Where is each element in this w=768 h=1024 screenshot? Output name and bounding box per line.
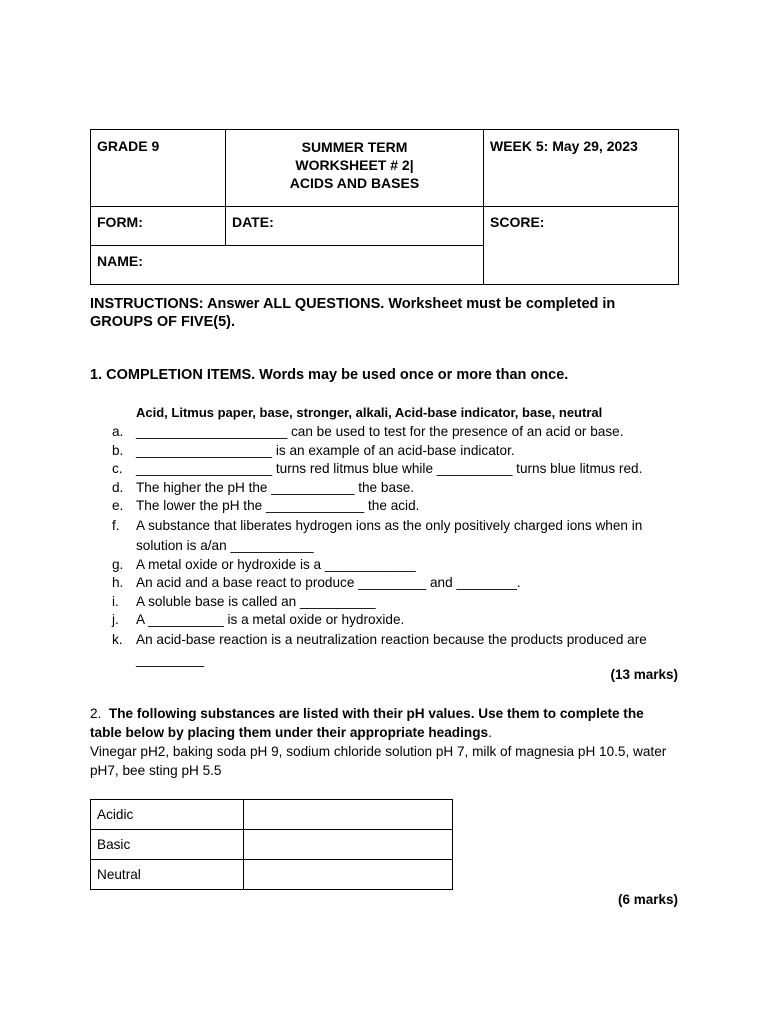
completion-items <box>90 423 680 670</box>
q2-marks: (6 marks) <box>617 892 678 907</box>
item-letter: d. <box>112 479 124 495</box>
name-label: NAME: <box>97 253 143 269</box>
item-text: A soluble base is called an __________ <box>136 593 376 609</box>
header-table <box>90 129 679 285</box>
word-bank: Acid, Litmus paper, base, stronger, alkali, Acid-base indicator, base, neutral <box>136 405 603 420</box>
item-text: An acid and a base react to produce _________ and ________. <box>136 575 521 590</box>
list-item <box>90 593 680 612</box>
item-text: The higher the pH the ___________ the base. <box>136 479 415 495</box>
score-cell[interactable] <box>484 207 679 285</box>
list-item <box>90 516 680 556</box>
item-text: __________________ turns red litmus blue while __________ turns blue litmus red. <box>136 461 643 476</box>
list-item <box>90 497 680 516</box>
list-item <box>90 574 680 593</box>
acidic-answer-cell[interactable] <box>244 800 453 830</box>
acidic-label: Acidic <box>91 800 244 830</box>
form-cell[interactable] <box>91 207 226 246</box>
list-item <box>90 556 680 575</box>
q2-prompt: The following substances are listed with their pH values. Use them to complete the table below by placing them under their appropriate headings <box>90 706 644 740</box>
item-text: A substance that liberates hydrogen ions as the only positively charged ions when in solution is a/an ___________ <box>136 517 643 553</box>
item-letter: h. <box>112 575 124 590</box>
item-text: __________________ is an example of an acid-base indicator. <box>136 442 515 458</box>
date-label: DATE: <box>232 214 274 230</box>
title-cell <box>226 130 484 207</box>
name-cell[interactable] <box>91 246 484 285</box>
item-letter: i. <box>112 593 119 609</box>
date-cell[interactable] <box>226 207 484 246</box>
table-row <box>91 800 453 830</box>
list-item <box>90 630 680 670</box>
q2-number: 2. <box>90 706 102 721</box>
item-letter: c. <box>112 461 123 476</box>
score-label: SCORE: <box>490 214 545 230</box>
q1-marks: (13 marks) <box>610 667 678 682</box>
list-item <box>90 442 680 461</box>
basic-label: Basic <box>91 830 244 860</box>
list-item <box>90 423 680 442</box>
instructions: INSTRUCTIONS: Answer ALL QUESTIONS. Worksheet must be completed in GROUPS OF FIVE(5). <box>90 296 616 330</box>
neutral-answer-cell[interactable] <box>244 860 453 890</box>
item-letter: a. <box>112 424 124 439</box>
table-row <box>91 830 453 860</box>
item-text: ____________________ can be used to test for the presence of an acid or base. <box>136 424 624 439</box>
item-text: A __________ is a metal oxide or hydroxide. <box>136 612 405 627</box>
week-label: WEEK 5: May 29, 2023 <box>490 138 638 154</box>
item-text: The lower the pH the _____________ the acid. <box>136 498 420 513</box>
topic-label: ACIDS AND BASES <box>289 175 420 191</box>
ph-table <box>90 799 453 890</box>
list-item <box>90 479 680 498</box>
list-item <box>90 611 680 630</box>
neutral-label: Neutral <box>91 860 244 890</box>
worksheet-label: WORKSHEET # 2| <box>295 157 414 173</box>
item-text: An acid-base reaction is a neutralization reaction because the products produced are _________ <box>136 631 647 667</box>
q2-block <box>90 704 670 780</box>
q1-title: 1. COMPLETION ITEMS. Words may be used once or more than once. <box>90 367 569 383</box>
item-letter: b. <box>112 442 124 458</box>
item-letter: f. <box>112 517 120 533</box>
q2-prompt-end: . <box>488 725 492 740</box>
term-label: SUMMER TERM <box>301 139 408 155</box>
item-letter: j. <box>112 612 119 627</box>
item-text: A metal oxide or hydroxide is a ____________ <box>136 556 416 572</box>
form-label: FORM: <box>97 214 143 230</box>
grade-cell <box>91 130 226 207</box>
week-cell <box>484 130 679 207</box>
grade-label: GRADE 9 <box>97 138 160 154</box>
item-letter: e. <box>112 498 124 513</box>
item-letter: g. <box>112 556 124 572</box>
item-letter: k. <box>112 631 123 647</box>
table-row <box>91 860 453 890</box>
q2-substances: Vinegar pH2, baking soda pH 9, sodium chloride solution pH 7, milk of magnesia pH 10.5, water pH7, bee sting pH 5.5 <box>90 744 667 778</box>
basic-answer-cell[interactable] <box>244 830 453 860</box>
list-item <box>90 460 680 479</box>
